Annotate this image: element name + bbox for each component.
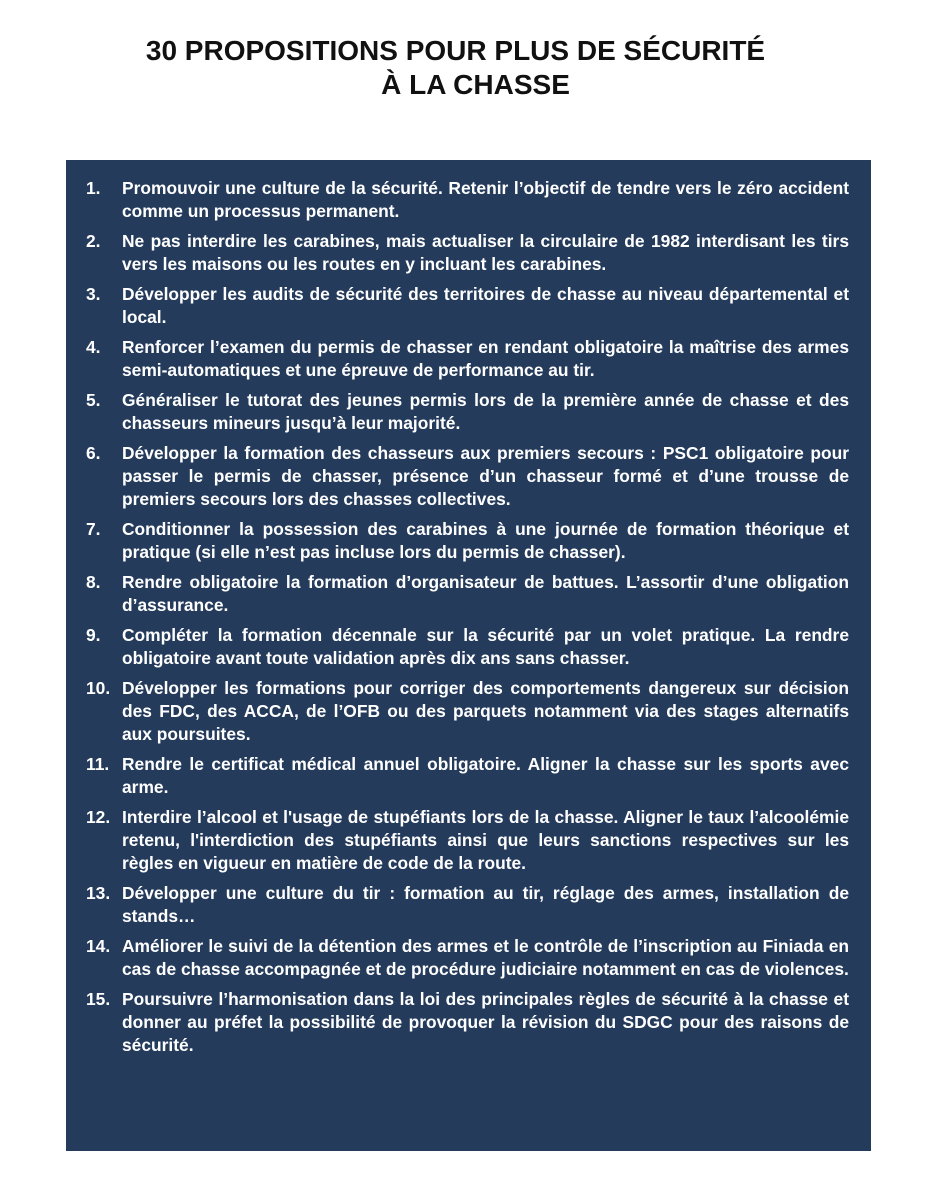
proposition-item	[86, 753, 849, 799]
proposition-number: 4.	[86, 337, 101, 357]
proposition-item	[86, 389, 849, 435]
proposition-number: 2.	[86, 231, 101, 251]
proposition-text: Rendre le certificat médical annuel obligatoire. Aligner la chasse sur les sports avec arme.	[122, 754, 849, 797]
proposition-text: Conditionner la possession des carabines à une journée de formation théorique et pratique (si elle n’est pas incluse lors du permis de chasser).	[122, 519, 849, 562]
proposition-number: 6.	[86, 443, 101, 463]
proposition-text: Compléter la formation décennale sur la sécurité par un volet pratique. La rendre obligatoire avant toute validation après dix ans sans chasser.	[122, 625, 849, 668]
proposition-text: Rendre obligatoire la formation d’organisateur de battues. L’assortir d’une obligation d’assurance.	[122, 572, 849, 615]
proposition-item	[86, 806, 849, 875]
proposition-text: Développer une culture du tir : formation au tir, réglage des armes, installation de stands…	[122, 883, 849, 926]
proposition-item	[86, 624, 849, 670]
proposition-text: Développer les formations pour corriger des comportements dangereux sur décision des FDC, des ACCA, de l’OFB ou des parquets notamment via des stages alternatifs aux poursuites.	[122, 678, 849, 744]
proposition-item	[86, 882, 849, 928]
proposition-text: Promouvoir une culture de la sécurité. Retenir l’objectif de tendre vers le zéro accident comme un processus permanent.	[122, 178, 849, 221]
proposition-item	[86, 230, 849, 276]
proposition-number: 1.	[86, 178, 101, 198]
proposition-number: 14.	[86, 936, 111, 956]
proposition-number: 15.	[86, 989, 111, 1009]
proposition-item	[86, 518, 849, 564]
proposition-item	[86, 571, 849, 617]
title-line-2: À LA CHASSE	[381, 69, 570, 100]
title-line-1: 30 PROPOSITIONS POUR PLUS DE SÉCURITÉ	[145, 35, 766, 66]
proposition-text: Généraliser le tutorat des jeunes permis lors de la première année de chasse et des chasseurs mineurs jusqu’à leur majorité.	[122, 390, 849, 433]
proposition-number: 8.	[86, 572, 101, 592]
page-title	[0, 34, 931, 102]
proposition-text: Interdire l’alcool et l'usage de stupéfiants lors de la chasse. Aligner le taux l’alcoolémie retenu, l'interdiction des stupéfiants ainsi que leurs sanctions respectives sur les règles en vigueur en matière de code de la route.	[122, 807, 849, 873]
proposition-number: 12.	[86, 807, 111, 827]
proposition-number: 3.	[86, 284, 101, 304]
proposition-number: 13.	[86, 883, 111, 903]
proposition-number: 9.	[86, 625, 101, 645]
proposition-item	[86, 935, 849, 981]
proposition-item	[86, 336, 849, 382]
proposition-text: Ne pas interdire les carabines, mais actualiser la circulaire de 1982 interdisant les tirs vers les maisons ou les routes en y incluant les carabines.	[122, 231, 849, 274]
proposition-item	[86, 442, 849, 511]
proposition-number: 5.	[86, 390, 101, 410]
propositions-list	[86, 177, 849, 1057]
proposition-number: 10.	[86, 678, 111, 698]
proposition-number: 11.	[86, 754, 110, 774]
proposition-item	[86, 177, 849, 223]
propositions-panel	[66, 160, 871, 1151]
proposition-text: Améliorer le suivi de la détention des armes et le contrôle de l’inscription au Finiada en cas de chasse accompagnée et de procédure judiciaire notamment en cas de violences.	[122, 936, 849, 979]
proposition-item	[86, 988, 849, 1057]
proposition-text: Développer la formation des chasseurs aux premiers secours : PSC1 obligatoire pour passer le permis de chasser, présence d’un chasseur formé et d’une trousse de premiers secours lors des chasses collectives.	[122, 443, 849, 509]
proposition-text: Développer les audits de sécurité des territoires de chasse au niveau départemental et local.	[122, 284, 849, 327]
proposition-number: 7.	[86, 519, 101, 539]
proposition-text: Renforcer l’examen du permis de chasser en rendant obligatoire la maîtrise des armes semi-automatiques et une épreuve de performance au tir.	[122, 337, 849, 380]
proposition-text: Poursuivre l’harmonisation dans la loi des principales règles de sécurité à la chasse et donner au préfet la possibilité de provoquer la révision du SDGC pour des raisons de sécurité.	[122, 989, 849, 1055]
proposition-item	[86, 677, 849, 746]
proposition-item	[86, 283, 849, 329]
